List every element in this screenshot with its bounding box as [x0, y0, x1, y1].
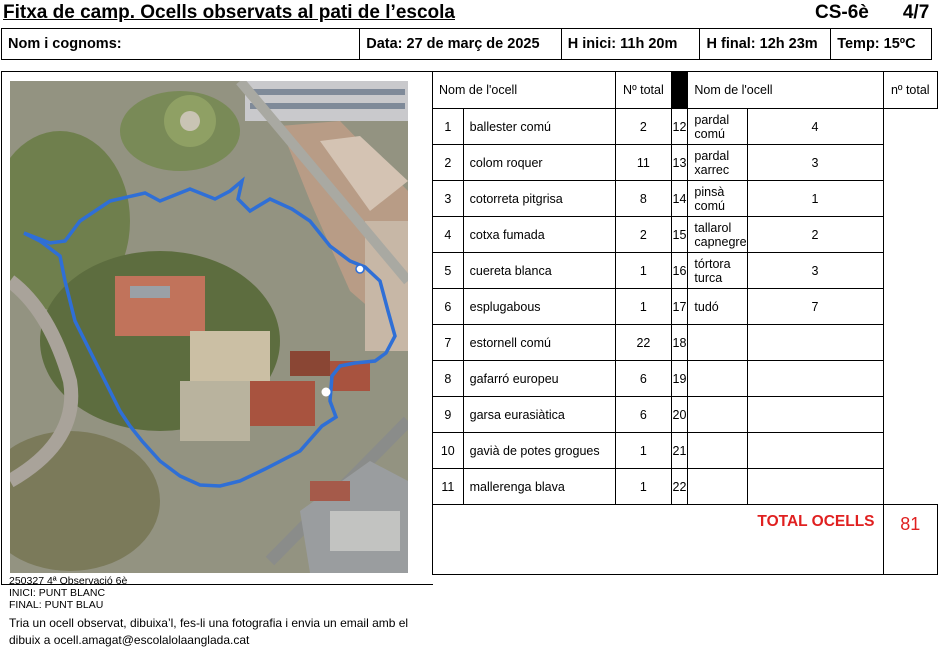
bird-total: 6 [616, 397, 671, 433]
total-row [433, 505, 938, 575]
end-time-field: H final: 12h 23m [700, 29, 831, 59]
table-row [433, 289, 938, 325]
bird-total: 1 [616, 289, 671, 325]
bird-total: 8 [616, 181, 671, 217]
bird-total: 1 [616, 253, 671, 289]
bird-name: gafarró europeu [463, 361, 616, 397]
bird-total [747, 361, 883, 397]
row-number: 15 [671, 217, 688, 253]
bird-total: 2 [747, 217, 883, 253]
page-number: 4/7 [902, 2, 930, 23]
table-row [433, 253, 938, 289]
bird-total: 2 [616, 109, 671, 145]
start-point-note: INICI: PUNT BLANC [9, 587, 106, 599]
table-row [433, 397, 938, 433]
row-number: 20 [671, 397, 688, 433]
table-row [433, 433, 938, 469]
bird-name: ballester comú [463, 109, 616, 145]
table-header-row [433, 72, 938, 109]
bird-count-table [432, 71, 938, 575]
bird-name: cotxa fumada [463, 217, 616, 253]
col-header-total-right: nº total [883, 72, 937, 109]
separator-column [671, 72, 688, 109]
bird-name: tudó [688, 289, 747, 325]
aerial-map-image [10, 81, 408, 573]
row-number: 2 [433, 145, 464, 181]
bird-name: tórtora turca [688, 253, 747, 289]
bird-name [688, 469, 747, 505]
bird-total [747, 325, 883, 361]
observation-notes [9, 575, 127, 611]
row-number: 6 [433, 289, 464, 325]
row-number: 18 [671, 325, 688, 361]
table-row [433, 469, 938, 505]
end-point-note: FINAL: PUNT BLAU [9, 599, 104, 611]
row-number: 13 [671, 145, 688, 181]
bird-name: pardal comú [688, 109, 747, 145]
date-field: Data: 27 de març de 2025 [360, 29, 562, 59]
row-number: 16 [671, 253, 688, 289]
bird-name: cuereta blanca [463, 253, 616, 289]
bird-total [747, 433, 883, 469]
bird-name: estornell comú [463, 325, 616, 361]
bird-name: mallerenga blava [463, 469, 616, 505]
bird-total: 6 [616, 361, 671, 397]
bird-total: 3 [747, 145, 883, 181]
row-number: 7 [433, 325, 464, 361]
row-number: 10 [433, 433, 464, 469]
bird-total: 4 [747, 109, 883, 145]
bird-name: colom roquer [463, 145, 616, 181]
bird-total: 11 [616, 145, 671, 181]
bird-total: 1 [616, 469, 671, 505]
row-number: 5 [433, 253, 464, 289]
row-number: 1 [433, 109, 464, 145]
bird-total: 1 [747, 181, 883, 217]
row-number: 4 [433, 217, 464, 253]
observation-id: 250327 4ª Observació 6è [9, 575, 128, 587]
total-value: 81 [883, 505, 937, 575]
bird-name: pinsà comú [688, 181, 747, 217]
row-number: 22 [671, 469, 688, 505]
row-number: 3 [433, 181, 464, 217]
table-row [433, 361, 938, 397]
bird-name: garsa eurasiàtica [463, 397, 616, 433]
map-panel [1, 71, 433, 647]
instructions-text: Tria un ocell observat, dibuixa’l, fes-li una fotografia i envia un email amb el dibuix a ocell.amagat@escolalolaanglada.cat [9, 616, 409, 647]
bird-total [747, 469, 883, 505]
sheet-code [815, 2, 929, 24]
col-header-name-right: Nom de l'ocell [688, 72, 883, 109]
bird-name: cotorreta pitgrisa [463, 181, 616, 217]
bird-name [688, 433, 747, 469]
bird-total: 1 [616, 433, 671, 469]
bird-name: tallarol capnegre [688, 217, 747, 253]
table-row [433, 181, 938, 217]
total-label: TOTAL OCELLS [433, 505, 884, 575]
row-number: 19 [671, 361, 688, 397]
col-header-name-left: Nom de l'ocell [433, 72, 616, 109]
row-number: 11 [433, 469, 464, 505]
row-number: 14 [671, 181, 688, 217]
row-number: 21 [671, 433, 688, 469]
bird-name [688, 325, 747, 361]
col-header-total-left: Nº total [616, 72, 671, 109]
table-row [433, 325, 938, 361]
row-number: 17 [671, 289, 688, 325]
start-time-field: H inici: 11h 20m [562, 29, 701, 59]
table-row [433, 109, 938, 145]
bird-total: 3 [747, 253, 883, 289]
bird-name: esplugabous [463, 289, 616, 325]
bird-total [747, 397, 883, 433]
bird-total: 7 [747, 289, 883, 325]
row-number: 12 [671, 109, 688, 145]
bird-name [688, 361, 747, 397]
bird-name: pardal xarrec [688, 145, 747, 181]
temperature-field: Temp: 15ºC [837, 36, 916, 52]
row-number: 8 [433, 361, 464, 397]
bird-total: 22 [616, 325, 671, 361]
page-title: Fitxa de camp. Ocells observats al pati de l’escola [3, 2, 455, 23]
table-row [433, 217, 938, 253]
group-code: CS-6è [815, 2, 869, 23]
name-field[interactable]: Nom i cognoms: [2, 29, 360, 59]
bird-total: 2 [616, 217, 671, 253]
bird-name: gavià de potes grogues [463, 433, 616, 469]
table-row [433, 145, 938, 181]
header-row [1, 28, 932, 60]
bird-name [688, 397, 747, 433]
row-number: 9 [433, 397, 464, 433]
